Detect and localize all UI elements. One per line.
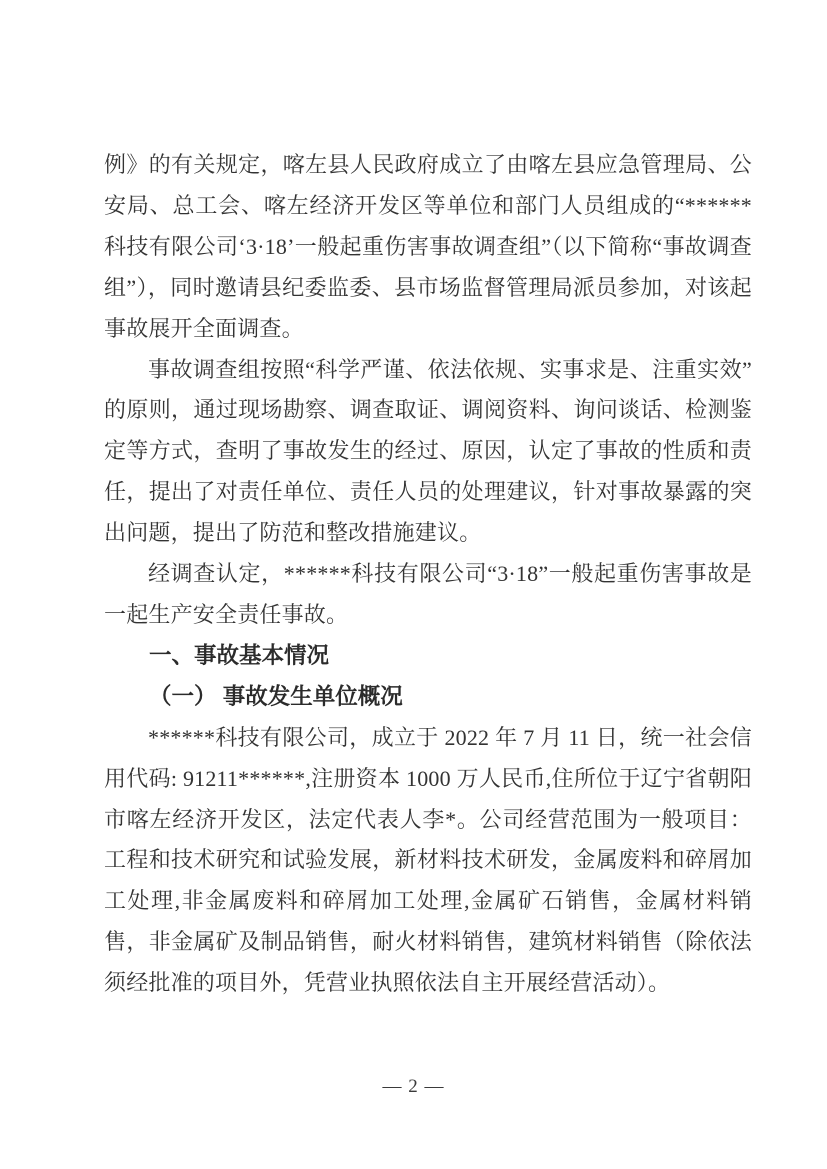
- subsection-heading-company-overview: （一） 事故发生单位概况: [149, 683, 403, 709]
- paragraph-company-profile: ******科技有限公司，成立于 2022 年 7 月 11 日，统一社会信用代码: 91211******,注册资本 1000 万人民币,住所位于辽宁省朝阳市喀左经济开发区，法定代表人李*。公司经营范围为一般项目：工程和技术研究和试验发展，新材料技术研发，金属废料和碎屑加工处理,非金属废料和碎屑加工处理,金属矿石销售，金属材料销售，非金属矿及制品销售，耐火材料销售，建筑材料销售（除依法须经批准的项目外，凭营业执照依法自主开展经营活动）。: [104, 724, 752, 996]
- paragraph-conclusion: 经调查认定，******科技有限公司“3·18”一般起重伤害事故是一起生产安全责任事故。: [104, 561, 752, 627]
- page-footer: [0, 1076, 827, 1098]
- section-heading-basic-situation: 一、事故基本情况: [149, 642, 330, 668]
- paragraph-investigation-method: 事故调查组按照“科学严谨、依法依规、实事求是、注重实效”的原则，通过现场勘察、调查取证、调阅资料、询问谈话、检测鉴定等方式，查明了事故发生的经过、原因，认定了事故的性质和责任，提出了对责任单位、责任人员的处理建议，针对事故暴露的突出问题，提出了防范和整改措施建议。: [104, 356, 752, 546]
- paragraph-investigation-team: 例》的有关规定，喀左县人民政府成立了由喀左县应急管理局、公安局、总工会、喀左经济开发区等单位和部门人员组成的“******科技有限公司‘3·18’一般起重伤害事故调查组”（以下简称“事故调查组”），同时邀请县纪委监委、县市场监督管理局派员参加，对该起事故展开全面调查。: [104, 152, 752, 341]
- page-number: — 2 —: [382, 1076, 445, 1097]
- document-body: [104, 145, 752, 1004]
